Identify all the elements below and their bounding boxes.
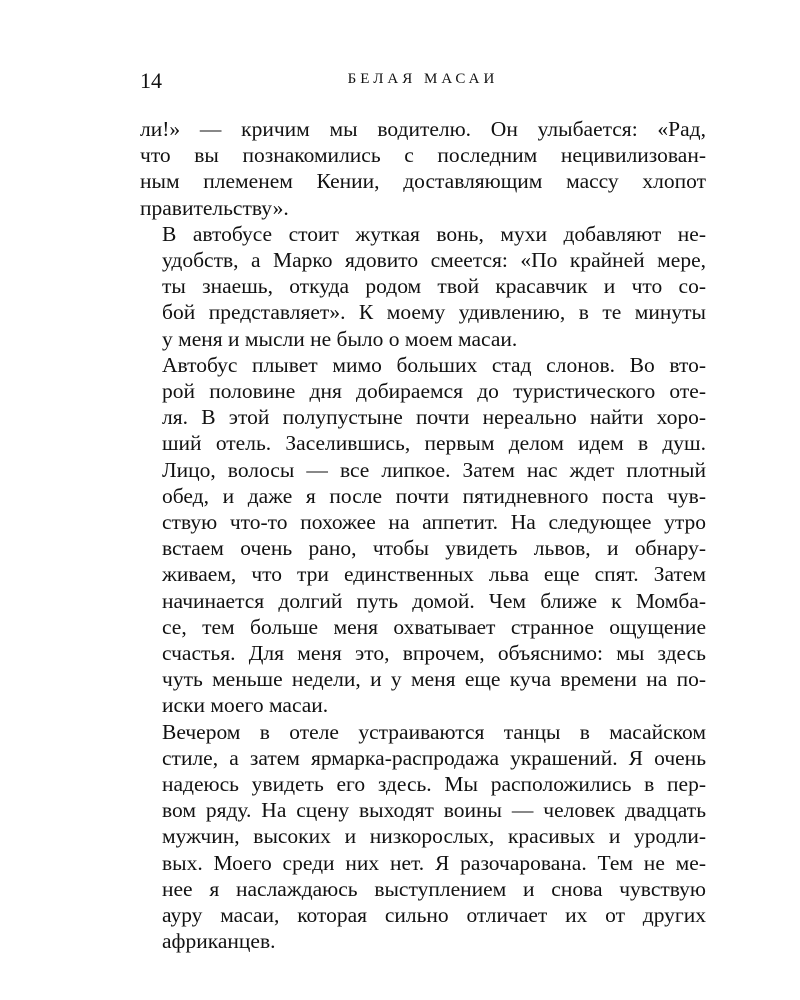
text-line: Автобус плывет мимо больших стад слонов. Во вто- — [162, 352, 706, 377]
text-line: ствую что-то похожее на аппетит. На следующее утро — [162, 510, 706, 535]
text-line: правительству». — [140, 195, 289, 220]
page-header — [140, 68, 706, 98]
paragraph-3 — [140, 352, 706, 719]
text-line: В автобусе стоит жуткая вонь, мухи добавляют не- — [162, 221, 706, 246]
text-line: Вечером в отеле устраиваются танцы в масайском — [162, 719, 706, 744]
text-line: начинается долгий путь домой. Чем ближе к Момба- — [162, 588, 706, 613]
text-line: африканцев. — [162, 929, 276, 954]
page-number: 14 — [140, 68, 162, 93]
text-line: ля. В этой полупустыне почти нереально найти хоро- — [162, 405, 706, 430]
paragraph-2 — [140, 221, 706, 352]
text-line: се, тем больше меня охватывает странное ощущение — [162, 614, 706, 639]
text-line: что вы познакомились с последним нецивилизован- — [140, 143, 706, 168]
text-line: вых. Моего среди них нет. Я разочарована. Тем не ме- — [162, 850, 706, 875]
text-line: нее я наслаждаюсь выступлением и снова чувствую — [162, 876, 706, 901]
text-line: живаем, что три единственных льва еще спят. Затем — [162, 562, 706, 587]
text-line: встаем очень рано, чтобы увидеть львов, и обнару- — [162, 536, 706, 561]
text-line: ший отель. Заселившись, первым делом идем в душ. — [162, 431, 706, 456]
text-line: ным племенем Кении, доставляющим массу хлопот — [140, 169, 706, 194]
text-line: ли!» — кричим мы водителю. Он улыбается: «Рад, — [140, 117, 706, 141]
text-line: бой представляет». К моему удивлению, в те минуты — [162, 300, 706, 325]
text-line: удобств, а Марко ядовито смеется: «По крайней мере, — [162, 248, 706, 273]
text-line: стиле, а затем ярмарка-распродажа украшений. Я очень — [162, 745, 706, 770]
text-line: ауру масаи, которая сильно отличает их от других — [162, 903, 706, 928]
paragraph-4 — [140, 719, 706, 955]
text-line: чуть меньше недели, и у меня еще куча времени на по- — [162, 667, 706, 692]
text-line: мужчин, высоких и низкорослых, красивых и уродли- — [162, 824, 706, 849]
body-text — [140, 116, 706, 955]
paragraph-1 — [140, 116, 706, 221]
text-line: ты знаешь, откуда родом твой красавчик и что со- — [162, 274, 706, 299]
text-line: обед, и даже я после почти пятидневного поста чув- — [162, 483, 706, 508]
text-line: иски моего масаи. — [162, 693, 329, 718]
text-line: у меня и мысли не было о моем масаи. — [162, 326, 518, 351]
text-line: рой половине дня добираемся до туристического оте- — [162, 379, 706, 404]
text-line: счастья. Для меня это, впрочем, объяснимо: мы здесь — [162, 641, 706, 666]
text-line: Лицо, волосы — все липкое. Затем нас ждет плотный — [162, 457, 706, 482]
text-line: надеюсь увидеть его здесь. Мы расположились в пер- — [162, 772, 706, 797]
text-line: вом ряду. На сцену выходят воины — человек двадцать — [162, 798, 706, 823]
running-title: БЕЛАЯ МАСАИ — [347, 71, 499, 87]
